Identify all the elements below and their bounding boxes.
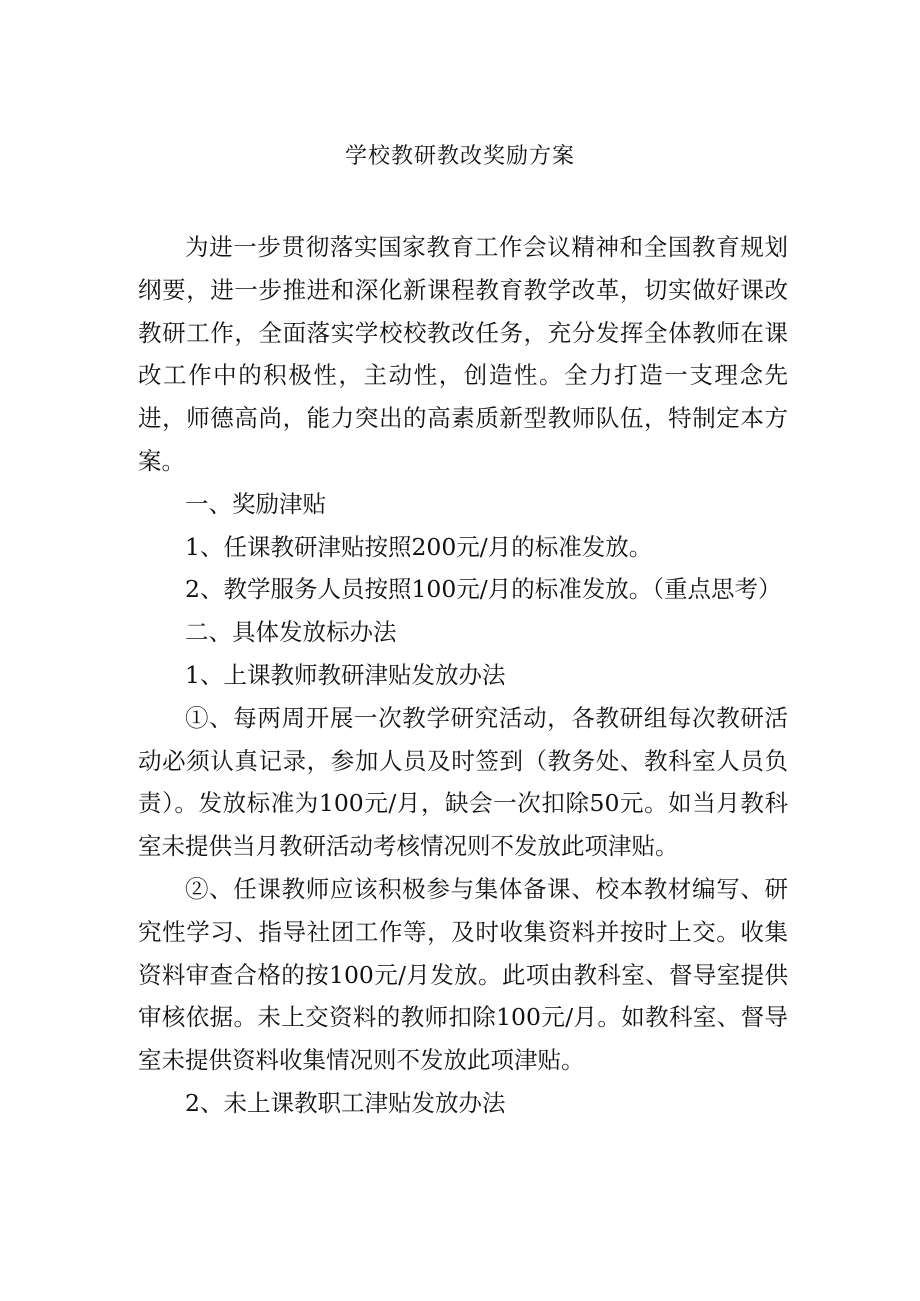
subsection-heading: 2、未上课教职工津贴发放办法 bbox=[185, 1088, 506, 1117]
intro-paragraph: 为进一步贯彻落实国家教育工作会议精神和全国教育规划纲要，进一步推进和深化新课程教育教学改革，切实做好课改教研工作，全面落实学校校教改任务，充分发挥全体教师在课改工作中的积极性，主动性，创造性。全力打造一支理念先进，师德高尚，能力突出的高素质新型教师队伍，特制定本方案。 bbox=[138, 233, 788, 475]
section-heading-2: 二、具体发放标办法 bbox=[185, 618, 397, 647]
document-title: 学校教研教改奖励方案 bbox=[344, 144, 575, 169]
subsection-heading: 1、上课教师教研津贴发放办法 bbox=[185, 660, 506, 689]
body-paragraph: ①、每两周开展一次教学研究活动，各教研组每次教研活动必须认真记录，参加人员及时签到（教务处、教科室人员负责）。发放标准为100元/月，缺会一次扣除50元。如当月教科室未提供当月教研活动考核情况则不发放此项津贴。 bbox=[138, 703, 788, 861]
section-heading-1: 一、奖励津贴 bbox=[185, 489, 326, 518]
document-body bbox=[138, 226, 788, 1125]
body-paragraph: ②、任课教师应该积极参与集体备课、校本教材编写、研究性学习、指导社团工作等，及时收集资料并按时上交。收集资料审查合格的按100元/月发放。此项由教科室、督导室提供审核依据。未上交资料的教师扣除100元/月。如教科室、督导室未提供资料收集情况则不发放此项津贴。 bbox=[138, 874, 788, 1075]
list-item: 2、教学服务人员按照100元/月的标准发放。（重点思考） bbox=[185, 575, 782, 604]
list-item: 1、任课教研津贴按照200元/月的标准发放。 bbox=[185, 532, 653, 561]
